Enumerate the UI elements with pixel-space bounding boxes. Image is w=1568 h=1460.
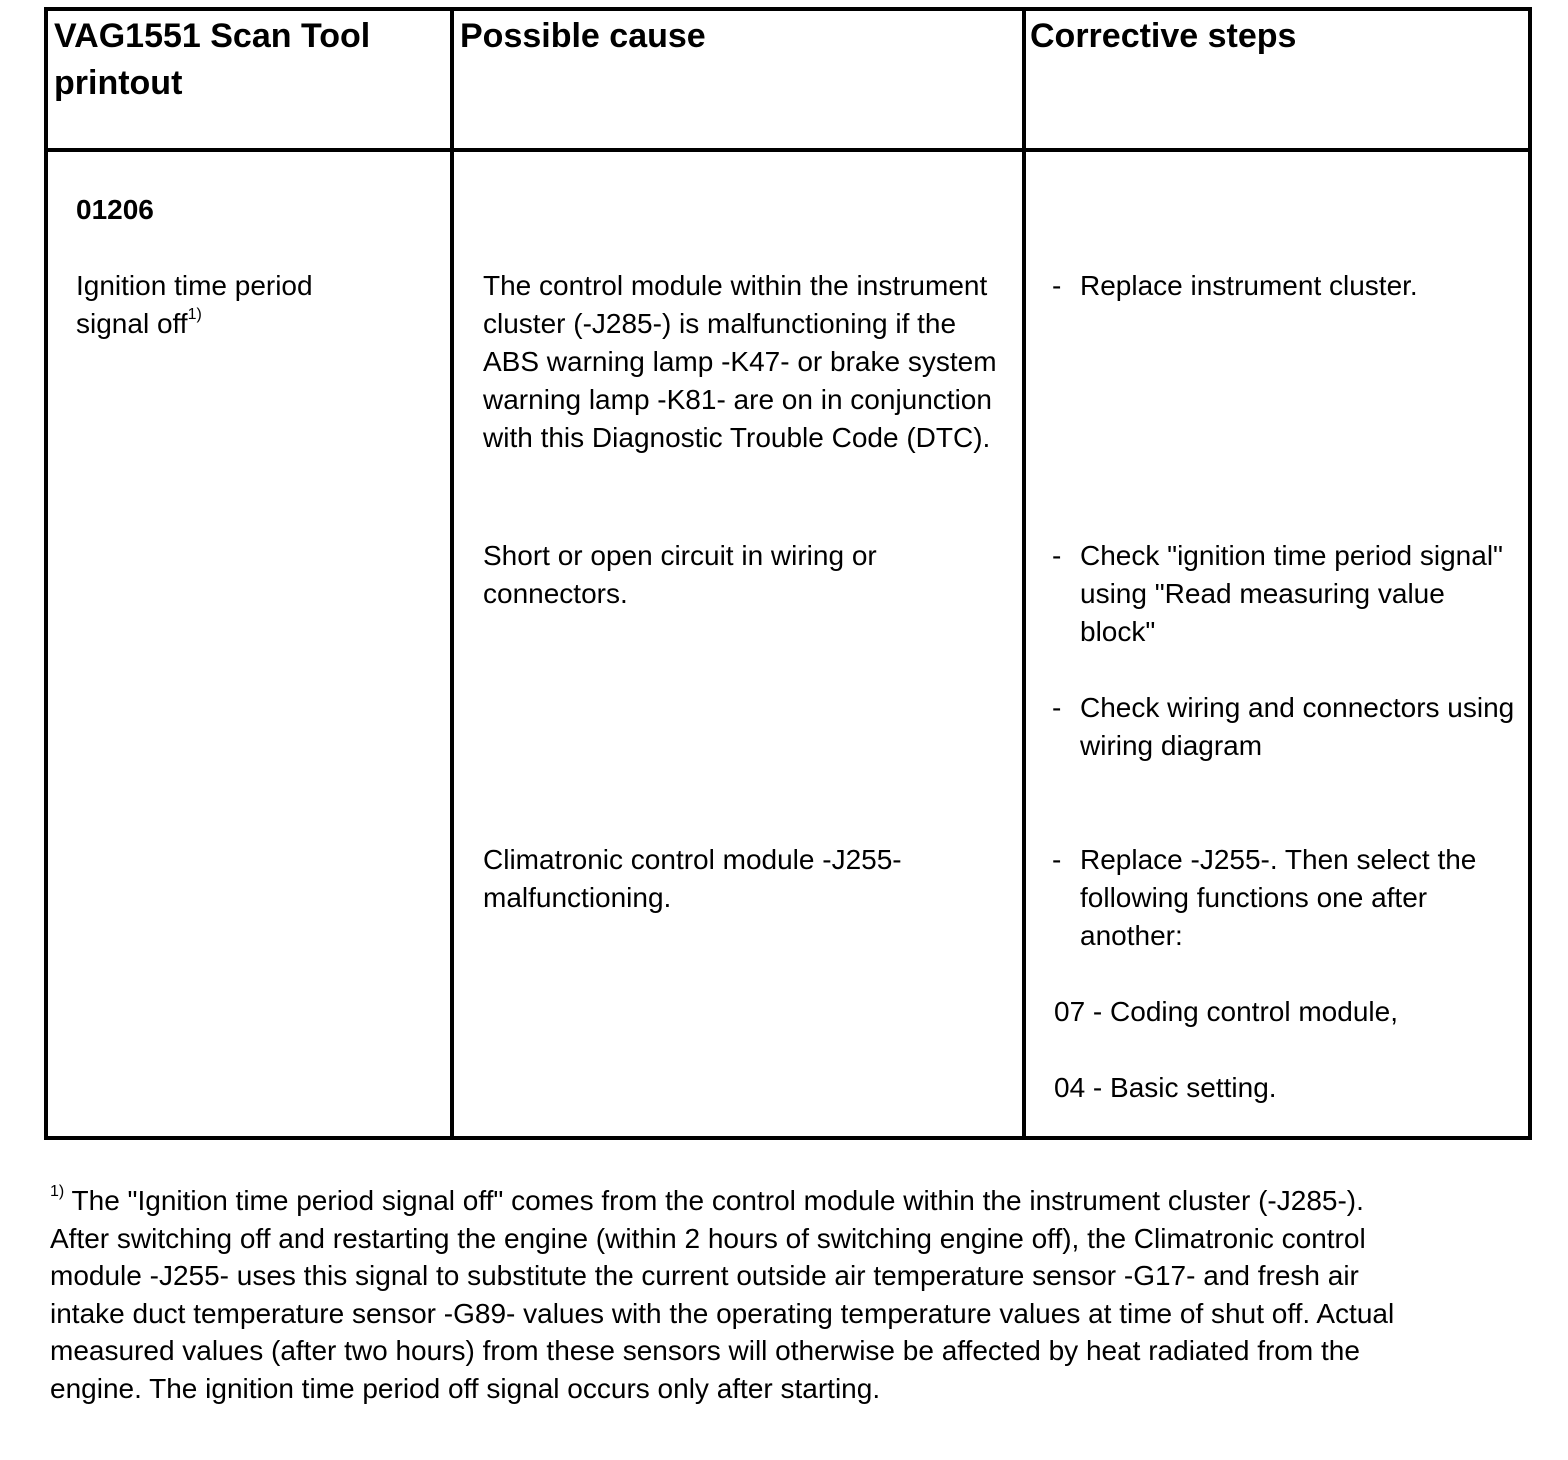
- footnote: [50, 1182, 1410, 1407]
- header-divider: [48, 148, 1528, 152]
- footnote-reference: 1): [187, 306, 202, 323]
- cause-wiring: Short or open circuit in wiring or connectors.: [483, 540, 877, 609]
- column-divider-1: [450, 11, 454, 1136]
- cause-climatronic: Climatronic control module -J255- malfunctioning.: [483, 844, 902, 913]
- header-corrective-steps: Corrective steps: [1030, 17, 1297, 55]
- step-text: Check "ignition time period signal" using "Read measuring value block": [1080, 540, 1503, 647]
- dtc-code: 01206: [76, 194, 154, 225]
- dtc-description: Ignition time period signal off: [76, 270, 313, 339]
- footnote-text: The "Ignition time period signal off" comes from the control module within the instrument cluster (-J285-). After switching off and restarting the engine (within 2 hours of switching engine off), the Climatronic control module -J255- uses this signal to substitute the current outside air temperature sensor -G17- and fresh air intake duct temperature sensor -G89- values with the operating temperature values at time of shut off. Actual measured values (after two hours) from these sensors will otherwise be affected by heat radiated from the engine. The ignition time period off signal occurs only after starting.: [50, 1185, 1395, 1404]
- header-possible-cause: Possible cause: [460, 17, 706, 55]
- dtc-description-block: [76, 267, 366, 343]
- step-check-wiring: [1052, 689, 1522, 765]
- cause-instrument-cluster: The control module within the instrument cluster (-J285-) is malfunctioning if the ABS warning lamp -K47- or brake system warning lamp -K81- are on in conjunction with this Diagnostic Trouble Code (DTC).: [483, 270, 997, 453]
- dash-mark: -: [1052, 692, 1062, 723]
- step-check-signal: [1052, 537, 1522, 651]
- column-divider-2: [1022, 11, 1026, 1136]
- step-replace-j255: [1052, 841, 1532, 955]
- footnote-marker: 1): [50, 1183, 65, 1200]
- step-replace-cluster: [1052, 267, 1522, 305]
- dash-mark: -: [1052, 540, 1062, 571]
- function-basic-setting: 04 - Basic setting.: [1054, 1072, 1277, 1103]
- header-scan-tool-printout: VAG1551 Scan Tool printout: [54, 17, 371, 102]
- function-coding: 07 - Coding control module,: [1054, 996, 1398, 1027]
- step-text: Check wiring and connectors using wiring diagram: [1080, 692, 1515, 761]
- dash-mark: -: [1052, 844, 1062, 875]
- dash-mark: -: [1052, 270, 1062, 301]
- step-text: Replace -J255-. Then select the following functions one after another:: [1080, 844, 1477, 951]
- step-text: Replace instrument cluster.: [1080, 270, 1418, 301]
- diagnostic-table: [44, 7, 1532, 1140]
